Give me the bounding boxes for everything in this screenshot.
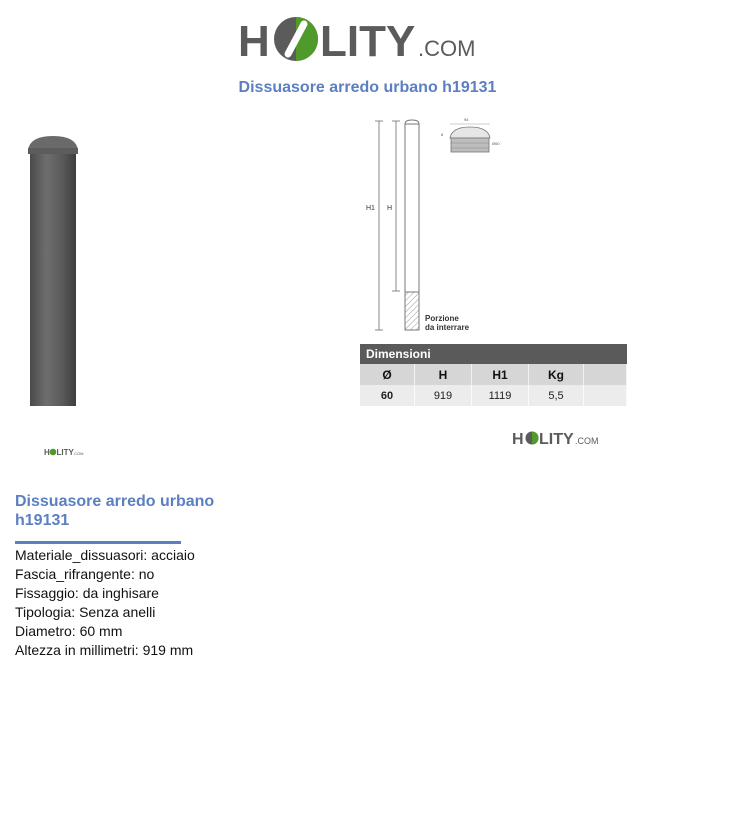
logo-letter-h: H	[238, 17, 270, 66]
column-header-empty	[584, 364, 627, 385]
spec-type: Tipologia: Senza anelli	[15, 604, 156, 620]
svg-text:LITY: LITY	[539, 431, 574, 448]
dimensions-table	[360, 344, 627, 406]
small-holity-logo	[512, 428, 598, 448]
logo-letters-lity: LITY	[320, 17, 416, 66]
spec-height: Altezza in millimetri: 919 mm	[15, 642, 194, 658]
value-h1: 1119	[472, 385, 529, 406]
svg-text:LITY: LITY	[56, 448, 74, 457]
label-h: H	[387, 205, 393, 212]
column-header-kg: Kg	[529, 364, 584, 385]
product-photo	[20, 128, 88, 413]
value-h: 919	[415, 385, 472, 406]
logo-o-icon	[274, 17, 318, 61]
column-header-diameter: Ø	[360, 364, 415, 385]
column-header-h1: H1	[472, 364, 529, 385]
spec-material: Materiale_dissuasori: acciaio	[15, 547, 195, 563]
holity-logo[interactable]	[238, 10, 484, 68]
heading-divider	[15, 541, 181, 544]
svg-text:H: H	[512, 431, 524, 448]
page-title: Dissuasore arredo urbano h19131	[238, 79, 497, 96]
svg-text:.COM: .COM	[575, 436, 599, 446]
spec-fixing: Fissaggio: da inghisare	[15, 585, 159, 601]
note-line-2: da interrare	[425, 323, 470, 332]
spec-diameter: Diametro: 60 mm	[15, 623, 123, 639]
spec-reflective-band: Fascia_rifrangente: no	[15, 566, 155, 582]
dimensions-title: Dimensioni	[360, 344, 627, 364]
logo-com: .COM	[418, 36, 476, 61]
label-h1: H1	[366, 205, 375, 212]
small-holity-logo	[44, 444, 84, 457]
value-kg: 5,5	[529, 385, 584, 406]
product-heading: Dissuasore arredo urbano h19131	[15, 493, 215, 529]
column-header-h: H	[415, 364, 472, 385]
product-specs	[15, 546, 195, 660]
note-line-1: Porzione	[425, 314, 459, 323]
cap-label-d: Ø60	[492, 141, 500, 146]
value-diameter: 60	[360, 385, 415, 406]
svg-text:H: H	[44, 448, 50, 457]
cap-label-h: 8	[441, 132, 444, 137]
svg-text:.COM: .COM	[73, 451, 84, 456]
cap-label-w: 94	[464, 117, 469, 122]
technical-drawing	[358, 116, 630, 338]
value-empty	[584, 385, 627, 406]
